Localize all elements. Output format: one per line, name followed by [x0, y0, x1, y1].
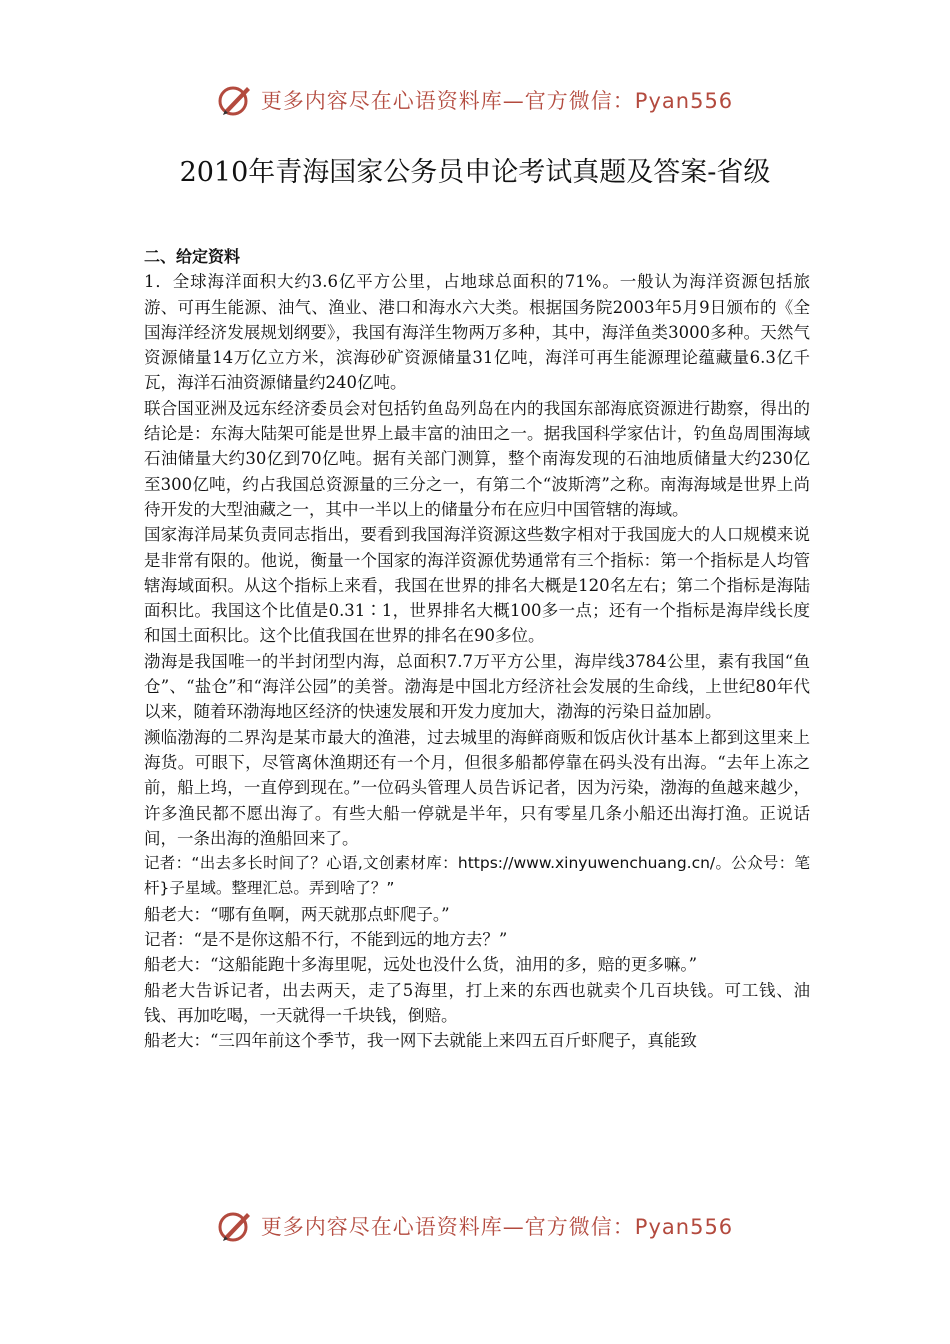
paragraph: 渤海是我国唯一的半封闭型内海，总面积7.7万平方公里，海岸线3784公里，素有我国“鱼仓”、“盐仓”和“海洋公园”的美誉。渤海是中国北方经济社会发展的生命线，上世纪80年代以来，随着环渤海地区经济的快速发展和开发力度加大，渤海的污染日益加剧。 [144, 651, 810, 722]
footer-banner-text: 更多内容尽在心语资料库—官方微信：Pyan556 [260, 1215, 734, 1239]
section-heading: 二、给定资料 [144, 247, 241, 266]
reporter-question: 记者：“出去多长时间了？心语,文创素材库：https://www.xinyuwenchuang.cn/。公众号：笔杆}子星域。整理汇总。弄到啥了？” [144, 854, 810, 898]
document-body [144, 244, 810, 1054]
dialogue-line: 记者：“是不是你这船不行，不能到远的地方去？” [144, 930, 508, 950]
pen-circle-logo-icon [217, 1208, 253, 1244]
pen-circle-logo-icon [217, 82, 253, 118]
document-title: 2010年青海国家公务员申论考试真题及答案-省级 [179, 157, 771, 188]
header-banner [0, 82, 950, 118]
footer-banner [0, 1208, 950, 1244]
paragraph: 联合国亚洲及远东经济委员会对包括钓鱼岛列岛在内的我国东部海底资源进行勘察，得出的结论是：东海大陆架可能是世界上最丰富的油田之一。据我国科学家估计，钓鱼岛周围海域石油储量大约30亿到70亿吨。据有关部门测算，整个南海发现的石油地质储量大约230亿至300亿吨，约占我国总资源量的三分之一，有第二个“波斯湾”之称。南海海域是世界上尚待开发的大型油藏之一，其中一半以上的储量分布在应归中国管辖的海域。 [144, 398, 810, 519]
dialogue-line: 船老大：“哪有鱼啊，两天就那点虾爬子。” [144, 904, 450, 924]
header-banner-text: 更多内容尽在心语资料库—官方微信：Pyan556 [260, 89, 734, 113]
paragraph: 国家海洋局某负责同志指出，要看到我国海洋资源这些数字相对于我国庞大的人口规模来说是非常有限的。他说，衡量一个国家的海洋资源优势通常有三个指标：第一个指标是人均管辖海域面积。从这个指标上来看，我国在世界的排名大概是120名左右；第二个指标是海陆面积比。我国这个比值是0.31∶1，世界排名大概100多一点；还有一个指标是海岸线长度和国土面积比。这个比值我国在世界的排名在90多位。 [144, 525, 810, 646]
dialogue-line: 船老大：“三四年前这个季节，我一网下去就能上来四五百斤虾爬子，真能致 [144, 1031, 697, 1051]
paragraph: 1．全球海洋面积大约3.6亿平方公里，占地球总面积的71%。一般认为海洋资源包括旅游、可再生能源、油气、渔业、港口和海水六大类。根据国务院2003年5月9日颁布的《全国海洋经济发展规划纲要》，我国有海洋生物两万多种，其中，海洋鱼类3000多种。天然气资源储量14万亿立方米，滨海砂矿资源储量31亿吨，海洋可再生能源理论蕴藏量6.3亿千瓦，海洋石油资源储量约240亿吨。 [144, 272, 810, 393]
dialogue-line: 船老大：“这船能跑十多海里呢，远处也没什么货，油用的多，赔的更多嘛。” [144, 955, 698, 975]
paragraph: 濒临渤海的二界沟是某市最大的渔港，过去城里的海鲜商贩和饭店伙计基本上都到这里来上海货。可眼下，尽管离休渔期还有一个月，但很多船都停靠在码头没有出海。“去年上冻之前，船上坞，一直停到现在。”一位码头管理人员告诉记者，因为污染，渤海的鱼越来越少，许多渔民都不愿出海了。有些大船一停就是半年，只有零星几条小船还出海打渔。正说话间，一条出海的渔船回来了。 [144, 727, 810, 848]
dialogue-line: 船老大告诉记者，出去两天，走了5海里，打上来的东西也就卖个几百块钱。可工钱、油钱、再加吃喝，一天就得一千块钱，倒赔。 [144, 980, 810, 1025]
